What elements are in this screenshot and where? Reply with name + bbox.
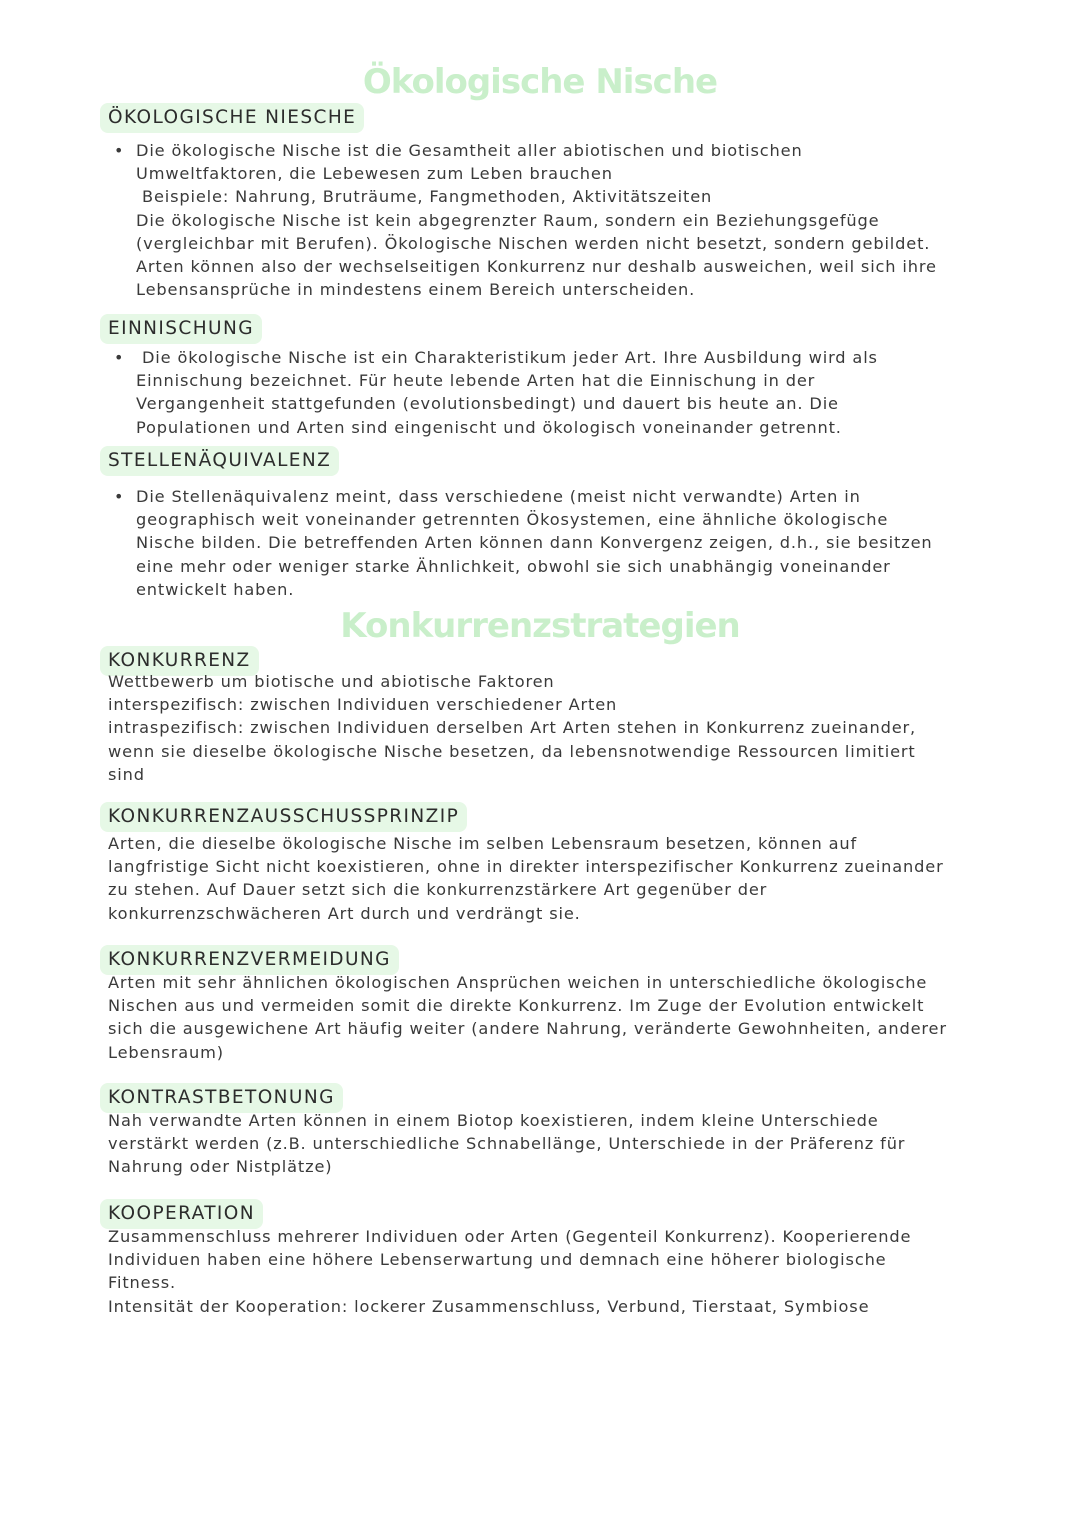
- text-line: Die ökologische Nische ist kein abgegrenzter Raum, sondern ein Beziehungsgefüge: [136, 210, 880, 230]
- text-line: Lebensraum): [108, 1042, 224, 1062]
- page-title: Ökologische Nische: [362, 62, 718, 102]
- text-line: Populationen und Arten sind eingenischt und ökologisch voneinander getrennt.: [136, 417, 842, 437]
- bullet-icon: •: [114, 141, 124, 160]
- paragraph-oekologische-nische: [136, 139, 1036, 301]
- section-heading-konkurrenz: KONKURRENZ: [100, 646, 259, 676]
- text-line: Die Stellenäquivalenz meint, dass verschiedene (meist nicht verwandte) Arten in: [136, 487, 861, 506]
- text-line: sich die ausgewichene Art häufig weiter (andere Nahrung, veränderte Gewohnheiten, anderer: [108, 1019, 947, 1039]
- text-line: Die ökologische Nische ist die Gesamtheit aller abiotischen und biotischen: [136, 141, 803, 160]
- text-line: Intensität der Kooperation: lockerer Zusammenschluss, Verbund, Tierstaat, Symbiose: [108, 1296, 870, 1316]
- bullet-icon: •: [114, 348, 124, 367]
- paragraph-kooperation: [108, 1225, 1008, 1318]
- text-line: Einnischung bezeichnet. Für heute lebende Arten hat die Einnischung in der: [136, 371, 816, 391]
- text-line: sind: [108, 764, 145, 784]
- text-line: konkurrenzschwächeren Art durch und verdrängt sie.: [108, 903, 581, 923]
- text-line: Beispiele: Nahrung, Bruträume, Fangmethoden, Aktivitätszeiten: [136, 187, 713, 207]
- text-line: Arten können also der wechselseitigen Konkurrenz nur deshalb ausweichen, weil sich ihre: [136, 257, 937, 277]
- text-line: Nische bilden. Die betreffenden Arten können dann Konvergenz zeigen, d.h., sie besitzen: [136, 533, 933, 553]
- bullet-icon: •: [114, 487, 124, 506]
- text-line: geographisch weit voneinander getrennten Ökosystemen, eine ähnliche ökologische: [136, 510, 889, 530]
- text-line: wenn sie dieselbe ökologische Nische besetzen, da lebensnotwendige Ressourcen limitiert: [108, 741, 916, 761]
- section-heading-stellenaequivalenz: STELLENÄQUIVALENZ: [100, 446, 339, 476]
- paragraph-konkurrenzvermeidung: [108, 971, 1008, 1064]
- section-heading-kontrastbetonung: KONTRASTBETONUNG: [100, 1083, 343, 1113]
- text-line: entwickelt haben.: [136, 579, 295, 599]
- paragraph-einnischung: [136, 346, 1036, 439]
- text-line: Umweltfaktoren, die Lebewesen zum Leben brauchen: [136, 164, 613, 184]
- section-heading-konkurrenzausschlussprinzip: KONKURRENZAUSSCHUSSPRINZIP: [100, 802, 467, 832]
- text-line: langfristige Sicht nicht koexistieren, ohne in direkter interspezifischer Konkurrenz zueinander: [108, 857, 944, 877]
- section-heading-konkurrenzvermeidung: KONKURRENZVERMEIDUNG: [100, 945, 399, 975]
- text-line: Wettbewerb um biotische und abiotische Faktoren: [108, 672, 555, 691]
- text-line: Nahrung oder Nistplätze): [108, 1157, 333, 1177]
- section-heading-oekologische-nische: ÖKOLOGISCHE NIESCHE: [100, 103, 364, 133]
- text-line: intraspezifisch: zwischen Individuen derselben Art Arten stehen in Konkurrenz zueinander,: [108, 718, 917, 738]
- section-title-konkurrenzstrategien: Konkurrenzstrategien: [340, 606, 740, 646]
- text-line: zu stehen. Auf Dauer setzt sich die konkurrenzstärkere Art gegenüber der: [108, 880, 768, 900]
- text-line: Arten mit sehr ähnlichen ökologischen Ansprüchen weichen in unterschiedliche ökologische: [108, 973, 928, 992]
- text-line: Fitness.: [108, 1273, 177, 1293]
- text-line: Vergangenheit stattgefunden (evolutionsbedingt) und dauert bis heute an. Die: [136, 394, 839, 414]
- text-line: Lebensansprüche in mindestens einem Bereich unterscheiden.: [136, 280, 696, 300]
- text-line: Nah verwandte Arten können in einem Biotop koexistieren, indem kleine Unterschiede: [108, 1111, 879, 1130]
- paragraph-konkurrenzausschlussprinzip: [108, 832, 1008, 925]
- text-line: eine mehr oder weniger starke Ähnlichkeit, obwohl sie sich unabhängig voneinander: [136, 556, 891, 576]
- paragraph-konkurrenz: [108, 670, 1008, 786]
- text-line: Zusammenschluss mehrerer Individuen oder Arten (Gegenteil Konkurrenz). Kooperierende: [108, 1227, 912, 1246]
- text-line: Nischen aus und vermeiden somit die direkte Konkurrenz. Im Zuge der Evolution entwickelt: [108, 996, 925, 1016]
- text-line: Arten, die dieselbe ökologische Nische im selben Lebensraum besetzen, können auf: [108, 834, 857, 853]
- text-line: Die ökologische Nische ist ein Charakteristikum jeder Art. Ihre Ausbildung wird als: [136, 348, 878, 367]
- text-line: (vergleichbar mit Berufen). Ökologische Nischen werden nicht besetzt, sondern gebildet.: [136, 233, 931, 253]
- text-line: verstärkt werden (z.B. unterschiedliche Schnabellänge, Unterschiede in der Präferenz für: [108, 1134, 906, 1154]
- text-line: interspezifisch: zwischen Individuen verschiedener Arten: [108, 695, 618, 715]
- paragraph-stellenaequivalenz: [136, 485, 1036, 601]
- section-heading-einnischung: EINNISCHUNG: [100, 314, 262, 344]
- paragraph-kontrastbetonung: [108, 1109, 1008, 1179]
- text-line: Individuen haben eine höhere Lebenserwartung und demnach eine höherer biologische: [108, 1250, 887, 1270]
- section-heading-kooperation: KOOPERATION: [100, 1199, 263, 1229]
